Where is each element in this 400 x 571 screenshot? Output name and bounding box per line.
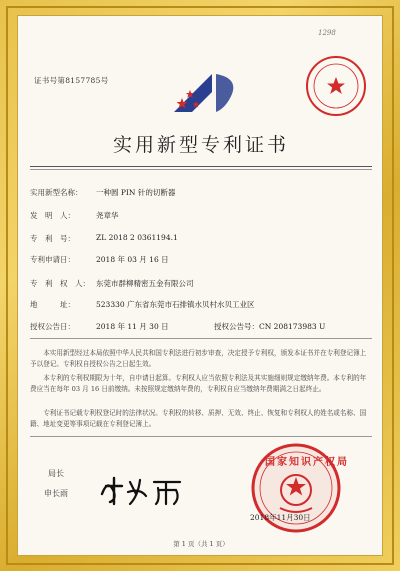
value-patent-number: ZL 2018 2 0361194.1 <box>96 233 178 242</box>
value-application-date: 2018 年 03 月 16 日 <box>96 255 169 264</box>
value-address: 523330 广东省东莞市石排镇水贝村水贝工业区 <box>96 300 255 309</box>
certificate-paper <box>17 15 383 556</box>
label-application-date: 专利申请日： <box>30 255 75 264</box>
certificate-title: 实用新型专利证书 <box>112 134 289 156</box>
patent-stamp-icon <box>304 54 368 118</box>
label-patent-number: 专 利 号： <box>30 234 75 243</box>
handwritten-signature-icon <box>96 474 186 508</box>
fields-divider <box>30 338 372 339</box>
signatory-name: 申长雨 <box>44 489 68 498</box>
value-patentee: 东莞市群柳精密五金有限公司 <box>96 279 194 288</box>
page-footer: 第 1 页（共 1 页） <box>173 540 229 548</box>
label-grant-date: 授权公告日： <box>30 322 75 331</box>
seal-text: 国家知识产权局 <box>265 457 349 468</box>
cnipa-logo-icon <box>168 68 240 120</box>
value-grant-date: 2018 年 11 月 30 日 <box>96 322 169 331</box>
value-inventor: 尧章华 <box>96 211 119 220</box>
body-divider <box>30 436 372 437</box>
paragraph-term: 本专利的专利权期限为十年，自申请日起算。专利权人应当依照专利法及其实施细则规定缴纳年费。本专利的年费应当在每年 03 月 16 日前缴纳。未按照规定缴纳年费的，专利权自应当缴纳年费期满之日起终止。 <box>30 374 367 394</box>
certificate-number: 证书号第8157785号 <box>34 76 109 85</box>
handwritten-doc-id: 1298 <box>318 29 336 37</box>
title-divider <box>30 166 372 167</box>
label-address: 地 址： <box>30 300 75 309</box>
value-utility-model-name: 一种圆 PIN 针的切断器 <box>96 188 176 197</box>
signatory-title: 局长 <box>48 469 64 478</box>
label-utility-model-name: 实用新型名称： <box>30 188 83 197</box>
paragraph-legal-status: 专利证书记载专利权登记时的法律状况。专利权的转移、质押、无效、终止、恢复和专利权人的姓名或名称、国籍、地址变更等事项记载在专利登记簿上。 <box>30 409 367 429</box>
issue-date: 2018年11月30日 <box>250 513 311 522</box>
paragraph-grant: 本实用新型经过本局依照中华人民共和国专利法进行初步审查，决定授予专利权，颁发本证书并在专利登记簿上予以登记。专利权自授权公告之日起生效。 <box>30 349 367 369</box>
label-patentee: 专 利 权 人： <box>30 279 90 288</box>
title-divider-thin <box>30 169 372 170</box>
label-inventor: 发 明 人： <box>30 211 75 220</box>
announcement-number: 授权公告号：CN 208173983 U <box>214 322 326 331</box>
